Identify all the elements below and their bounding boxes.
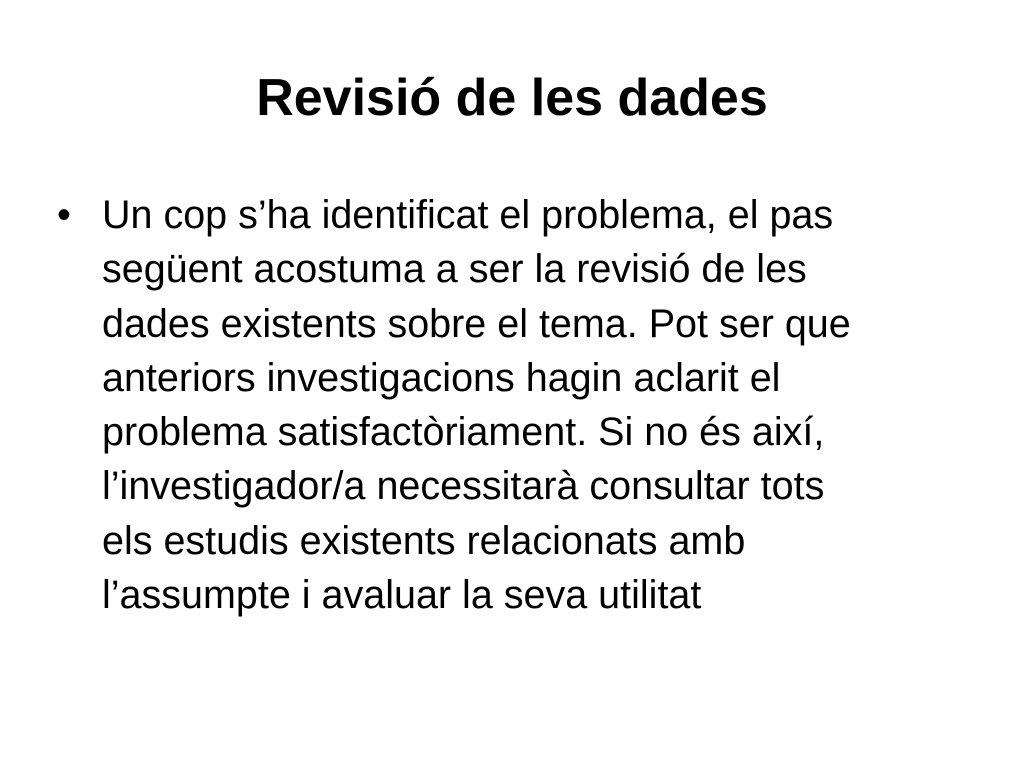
bullet-text xyxy=(102,188,982,622)
bullet-marker: • xyxy=(57,193,71,237)
bullet-text-line: següent acostuma a ser la revisió de les xyxy=(102,247,807,292)
bullet-text-line: dades existents sobre el tema. Pot ser que xyxy=(102,301,851,346)
bullet-text-line: l’investigador/a necessitarà consultar tots xyxy=(102,464,825,509)
bullet-text-line: l’assumpte i avaluar la seva utilitat xyxy=(102,573,702,618)
bullet-text-line: anteriors investigacions hagin aclarit el xyxy=(102,355,781,400)
bullet-item xyxy=(57,188,982,622)
bullet-list xyxy=(57,188,982,622)
bullet-text-line: Un cop s’ha identificat el problema, el pas xyxy=(102,193,834,237)
bullet-text-line: problema satisfactòriament. Si no és així, xyxy=(102,410,825,455)
slide-title: Revisió de les dades xyxy=(256,69,768,127)
bullet-text-line: els estudis existents relacionats amb xyxy=(102,518,746,563)
